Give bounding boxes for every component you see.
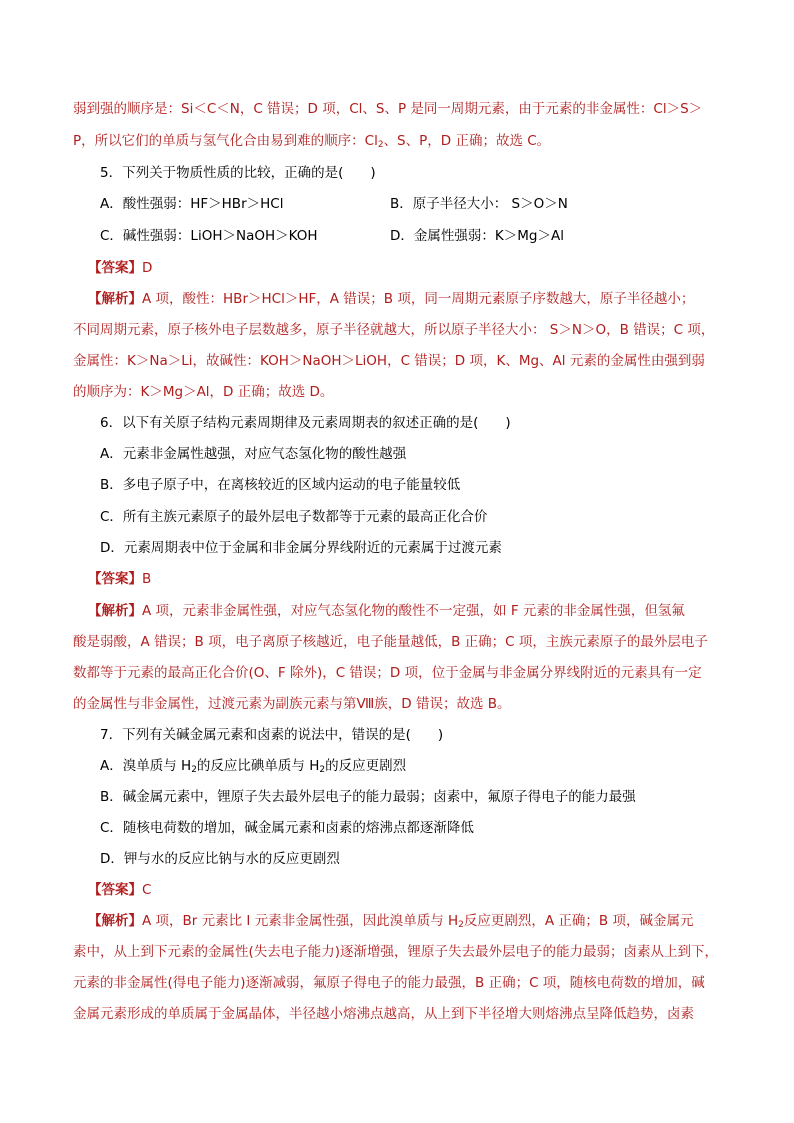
q6-option-c: C．所有主族元素原子的最外层电子数都等于元素的最高正化合价 (100, 509, 488, 525)
q5-option-c: C．碱性强弱：LiOH＞NaOH＞KOH (100, 228, 318, 244)
answer-tag: 【答案】 (88, 260, 142, 276)
q7-analysis-line-1: 【解析】A 项，Br 元素比 I 元素非金属性强，因此溴单质与 $H_2$反应更剧烈，A 正确；B 项，碱金属元 (88, 913, 694, 930)
q5-analysis-line-3: 金属性：K＞Na＞Li，故碱性：KOH＞NaOH＞LiOH，C 错误；D 项，K、Mg、Al 元素的金属性由强到弱 (73, 353, 705, 369)
q7-option-b: B．碱金属元素中，锂原子失去最外层电子的能力最弱；卤素中，氟原子得电子的能力最强 (100, 789, 636, 805)
answer-tag: 【答案】 (88, 882, 142, 898)
answer-value: C (142, 882, 152, 898)
q7-analysis-line-4: 金属元素形成的单质属于金属晶体，半径越小熔沸点越高，从上到下半径增大则熔沸点呈降低趋势，卤素 (73, 1006, 694, 1022)
q6-analysis-line-2: 酸是弱酸，A 错误；B 项，电子离原子核越近，电子能量越低，B 正确；C 项，主族元素原子的最外层电子 (73, 634, 708, 650)
q5-stem: 5．下列关于物质性质的比较，正确的是( ) (100, 165, 376, 181)
q5-analysis-line-4: 的顺序为：K＞Mg＞Al，D 正确；故选 D。 (73, 384, 334, 400)
q5-option-a: A．酸性强弱：HF＞HBr＞HCl (100, 196, 284, 212)
q7-option-a: A．溴单质与 $H_2$的反应比碘单质与 $H_2$的反应更剧烈 (100, 758, 407, 775)
q5-option-b: B．原子半径大小： S＞O＞N (390, 196, 568, 212)
q6-analysis-line-1: 【解析】A 项，元素非金属性强，对应气态氢化物的酸性不一定强，如 F 元素的非金属性强，但氢氟 (88, 603, 685, 619)
q6-analysis-line-3: 数都等于元素的最高正化合价(O、F 除外)，C 错误；D 项，位于金属与非金属分界线附近的元素具有一定 (73, 665, 702, 681)
q6-option-d: D．元素周期表中位于金属和非金属分界线附近的元素属于过渡元素 (100, 540, 502, 556)
q6-option-a: A．元素非金属性越强，对应气态氢化物的酸性越强 (100, 446, 407, 462)
q7-stem: 7．下列有关碱金属元素和卤素的说法中，错误的是( ) (100, 727, 444, 743)
q5-option-d: D．金属性强弱：K＞Mg＞Al (390, 228, 564, 244)
q6-option-b: B．多电子原子中，在离核较近的区域内运动的电子能量较低 (100, 477, 461, 493)
answer-value: B (142, 571, 152, 587)
q7-analysis-line-2: 素中，从上到下元素的金属性(失去电子能力)逐渐增强，锂原子失去最外层电子的能力最弱；卤素从上到下， (73, 944, 719, 960)
q6-analysis-line-4: 的金属性与非金属性，过渡元素为副族元素与第Ⅷ族，D 错误；故选 B。 (73, 696, 511, 712)
q5-answer (88, 258, 152, 278)
q6-stem: 6．以下有关原子结构元素周期律及元素周期表的叙述正确的是( ) (100, 415, 511, 431)
answer-tag: 【答案】 (88, 571, 142, 587)
q7-analysis-line-3: 元素的非金属性(得电子能力)逐渐减弱，氟原子得电子的能力最强，B 正确；C 项，随核电荷数的增加，碱 (73, 975, 705, 991)
q5-analysis-line-2: 不同周期元素，原子核外电子层数越多，原子半径就越大，所以原子半径大小： S＞N＞O，B 错误；C 项， (73, 322, 715, 338)
analysis-tag: 【解析】 (88, 603, 142, 619)
lead-analysis-line-2: P，所以它们的单质与氢气化合由易到难的顺序：$Cl_2$、S、P，D 正确；故选 C。 (73, 133, 551, 150)
q5-analysis-line-1: 【解析】A 项，酸性：HBr＞HCl＞HF，A 错误；B 项，同一周期元素原子序数越大，原子半径越小； (88, 291, 695, 307)
q6-answer (88, 569, 151, 589)
q7-answer (88, 880, 151, 900)
lead-analysis-line-1: 弱到强的顺序是：Si＜C＜N，C 错误；D 项，Cl、S、P 是同一周期元素，由于元素的非金属性：Cl＞S＞ (73, 101, 703, 117)
q7-option-d: D．钾与水的反应比钠与水的反应更剧烈 (100, 851, 340, 867)
analysis-tag: 【解析】 (88, 291, 142, 307)
answer-value: D (142, 260, 153, 276)
analysis-tag: 【解析】 (88, 913, 142, 929)
q7-option-c: C．随核电荷数的增加，碱金属元素和卤素的熔沸点都逐渐降低 (100, 820, 474, 836)
